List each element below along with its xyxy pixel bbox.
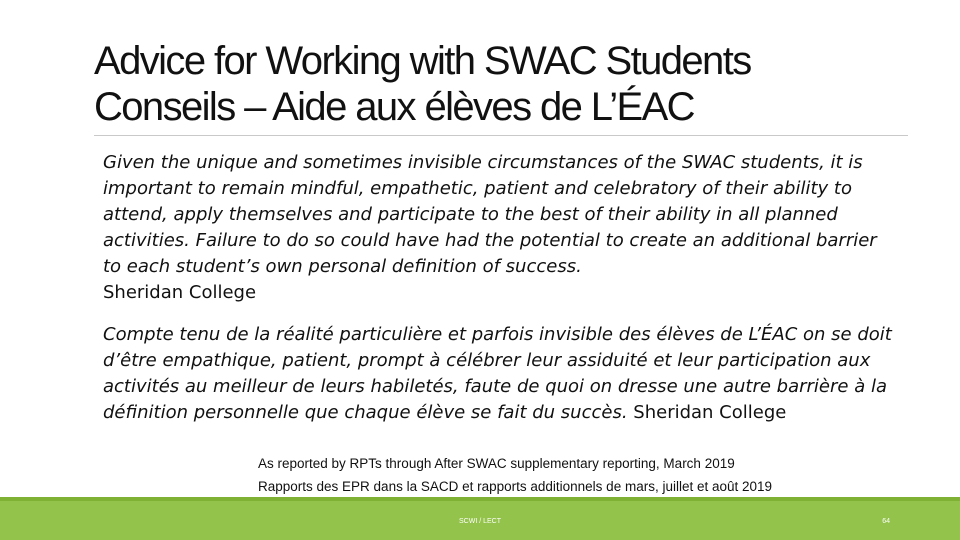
slide-title-french: Conseils – Aide aux élèves de L’ÉAC <box>94 85 694 129</box>
slide-title <box>94 38 914 130</box>
slide-title-english: Advice for Working with SWAC Students <box>94 39 751 83</box>
paragraph-french-text: Compte tenu de la réalité particulière et parfois invisible des élèves de L’ÉAC on se doit d’être empathique, patient, prompt à célébrer leur assiduité et leur participation aux activités au meilleur de leurs habiletés, faute de quoi on dresse une autre barrière à la définition personnelle que chaque élève se fait du succès. <box>103 324 892 423</box>
paragraph-english-source: Sheridan College <box>103 282 257 303</box>
paragraph-french-source: Sheridan College <box>633 402 787 423</box>
paragraph-english <box>103 150 893 306</box>
paragraph-english-text: Given the unique and sometimes invisible circumstances of the SWAC students, it is important to remain mindful, empathetic, patient and celebratory of their ability to attend, apply themselves and participate to the best of their ability in all planned activities. Failure to do so could have had the potential to create an additional barrier to each student’s own personal definition of success. <box>103 152 877 277</box>
source-note-french: Rapports des EPR dans la SACD et rapports additionnels de mars, juillet et août 2019 <box>258 479 773 494</box>
footer-label: SCWI / LECT <box>458 518 501 525</box>
page-number: 64 <box>882 518 890 525</box>
title-divider <box>94 135 908 136</box>
paragraph-french <box>103 322 893 426</box>
source-note-english: As reported by RPTs through After SWAC supplementary reporting, March 2019 <box>258 456 735 471</box>
